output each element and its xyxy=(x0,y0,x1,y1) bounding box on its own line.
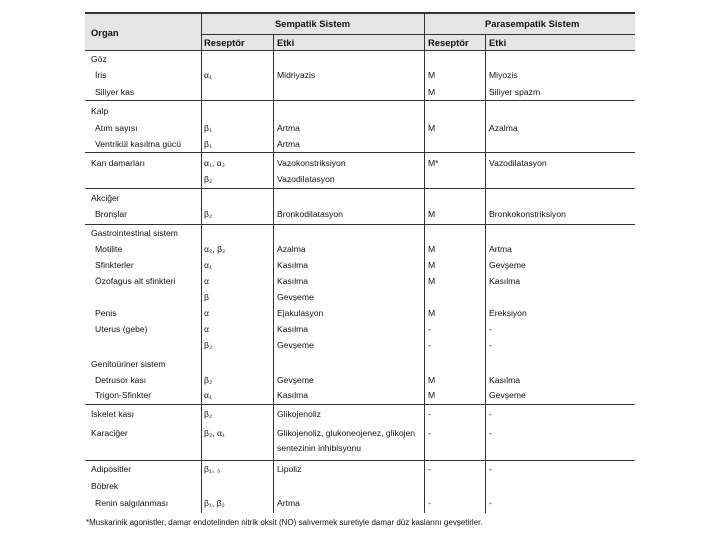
organ-label: İris xyxy=(95,70,107,80)
sympathetic-effect: Glikojenoliz, glukoneojenez, glikojen xyxy=(277,428,416,438)
organ-label: Atım sayısı xyxy=(95,123,138,133)
sympathetic-receptor: β₁, β₂ xyxy=(204,498,225,508)
column-divider xyxy=(485,34,486,513)
sympathetic-receptor: α xyxy=(204,324,209,334)
sympathetic-effect: sentezinin inhibisyonu xyxy=(277,443,362,453)
parasympathetic-effect: Vazodilatasyon xyxy=(489,158,547,168)
sympathetic-effect: Vazokonstriksiyon xyxy=(277,158,346,168)
header-parasympathetic: Parasempatik Sistem xyxy=(485,18,580,29)
sympathetic-effect: Bronkodilatasyon xyxy=(277,209,343,219)
parasympathetic-receptor: M xyxy=(428,260,436,270)
header-bottom-border xyxy=(85,50,635,51)
sympathetic-effect: Artma xyxy=(277,123,300,133)
sympathetic-effect: Kasılma xyxy=(277,260,309,270)
parasympathetic-effect: Bronkokonstriksiyon xyxy=(489,209,566,219)
autonomic-effects-table xyxy=(85,12,635,513)
row-divider xyxy=(85,100,635,101)
sympathetic-receptor: α₁, α₂ xyxy=(204,158,225,168)
sympathetic-effect: Kasılma xyxy=(277,276,309,286)
organ-label: Ventrikül kasılma gücü xyxy=(95,139,181,149)
sympathetic-receptor: β xyxy=(204,292,209,302)
header-sympathetic: Sempatik Sistem xyxy=(275,18,351,29)
parasympathetic-effect: Kasılma xyxy=(489,375,521,385)
parasympathetic-effect: - xyxy=(489,409,492,419)
sympathetic-effect: Kasılma xyxy=(277,324,309,334)
section-label-eye: Göz xyxy=(91,54,107,64)
parasympathetic-receptor: M xyxy=(428,244,436,254)
sympathetic-receptor: β₂, α₁ xyxy=(204,428,225,438)
row-divider xyxy=(85,224,635,225)
organ-label: Bronşlar xyxy=(95,209,127,219)
parasympathetic-receptor: M* xyxy=(428,158,439,168)
sympathetic-effect: Azalma xyxy=(277,244,306,254)
parasympathetic-receptor: - xyxy=(428,498,431,508)
parasympathetic-effect: Miyozis xyxy=(489,70,518,80)
sympathetic-receptor: β₂ xyxy=(204,340,213,350)
organ-label: Motilite xyxy=(95,244,123,254)
column-divider xyxy=(201,12,202,513)
parasympathetic-effect: - xyxy=(489,324,492,334)
parasympathetic-effect: Ereksiyon xyxy=(489,308,527,318)
column-divider xyxy=(424,12,425,513)
sympathetic-effect: Artma xyxy=(277,498,300,508)
parasympathetic-receptor: M xyxy=(428,308,436,318)
organ-label: İskelet kası xyxy=(91,409,134,419)
sympathetic-effect: Artma xyxy=(277,139,300,149)
header-parasympathetic-receptor: Reseptör xyxy=(428,37,469,48)
row-divider xyxy=(85,188,635,189)
sympathetic-effect: Midriyazis xyxy=(277,70,316,80)
header-organ: Organ xyxy=(91,27,119,38)
row-divider xyxy=(85,152,635,153)
organ-label: Karaciğer xyxy=(91,428,128,438)
row-divider xyxy=(85,404,635,405)
table-top-border xyxy=(85,12,635,14)
parasympathetic-effect: Artma xyxy=(489,244,512,254)
sympathetic-receptor: α₁ xyxy=(204,390,212,400)
section-label-gastrointestinal: Gastrointestinal sistem xyxy=(91,228,178,238)
parasympathetic-effect: - xyxy=(489,498,492,508)
section-label-heart: Kalp xyxy=(91,106,109,116)
parasympathetic-effect: Gevşeme xyxy=(489,390,526,400)
organ-label: Kan damarları xyxy=(91,158,145,168)
section-label-genitourinary: Genitoüriner sistem xyxy=(91,359,166,369)
sympathetic-effect: Gevşeme xyxy=(277,375,314,385)
sympathetic-receptor: α xyxy=(204,276,209,286)
parasympathetic-receptor: M xyxy=(428,87,436,97)
sympathetic-receptor: β₁ xyxy=(204,139,212,149)
sympathetic-receptor: β₂ xyxy=(204,375,213,385)
row-divider xyxy=(85,460,635,461)
sympathetic-effect: Lipoliz xyxy=(277,464,302,474)
parasympathetic-effect: Azalma xyxy=(489,123,518,133)
organ-label: Trigon-Sfinkter xyxy=(95,390,152,400)
sympathetic-receptor: β₁ xyxy=(204,123,212,133)
parasympathetic-effect: - xyxy=(489,340,492,350)
parasympathetic-receptor: M xyxy=(428,276,436,286)
sympathetic-receptor: α₂, β₂ xyxy=(204,244,226,254)
organ-label: Penis xyxy=(95,308,117,318)
header-divider xyxy=(201,34,635,35)
organ-label: Sfinkterler xyxy=(95,260,134,270)
header-parasympathetic-effect: Etki xyxy=(489,37,507,48)
sympathetic-receptor: β₂ xyxy=(204,174,213,184)
organ-label: Adipositler xyxy=(91,464,132,474)
column-divider xyxy=(273,34,274,513)
parasympathetic-effect: - xyxy=(489,428,492,438)
section-label-lung: Akciğer xyxy=(91,193,120,203)
sympathetic-effect: Gevşeme xyxy=(277,292,314,302)
footnote: *Muskarinik agonistler, damar endotelinden nitrik oksit (NO) salıvermek suretiyle damar düz kaslarını gevşetirler. xyxy=(86,518,483,527)
organ-label: Uterus (gebe) xyxy=(95,324,148,334)
sympathetic-receptor: α₁ xyxy=(204,260,212,270)
organ-label: Siliyer kas xyxy=(95,87,135,97)
parasympathetic-receptor: - xyxy=(428,428,431,438)
parasympathetic-effect: Siliyer spazm xyxy=(489,87,541,97)
sympathetic-effect: Glikojenoliz xyxy=(277,409,321,419)
parasympathetic-receptor: M xyxy=(428,390,436,400)
organ-label: Özofagus alt sfinkteri xyxy=(95,276,176,286)
parasympathetic-receptor: - xyxy=(428,340,431,350)
header-sympathetic-effect: Etki xyxy=(277,37,295,48)
parasympathetic-receptor: M xyxy=(428,123,436,133)
sympathetic-effect: Gevşeme xyxy=(277,340,314,350)
organ-label: Renin salgılanması xyxy=(95,498,169,508)
sympathetic-receptor: β₂ xyxy=(204,409,213,419)
parasympathetic-effect: - xyxy=(489,464,492,474)
parasympathetic-receptor: - xyxy=(428,324,431,334)
sympathetic-receptor: α₁ xyxy=(204,70,212,80)
parasympathetic-receptor: - xyxy=(428,409,431,419)
parasympathetic-receptor: - xyxy=(428,464,431,474)
sympathetic-effect: Vazodilatasyon xyxy=(277,174,335,184)
sympathetic-receptor: α xyxy=(204,308,209,318)
organ-label: Detrusor kası xyxy=(95,375,147,385)
sympathetic-receptor: β₁, ₃ xyxy=(204,464,221,474)
parasympathetic-effect: Gevşeme xyxy=(489,260,526,270)
header-sympathetic-receptor: Reseptör xyxy=(204,37,245,48)
sympathetic-effect: Ejakulasyon xyxy=(277,308,324,318)
parasympathetic-effect: Kasılma xyxy=(489,276,521,286)
parasympathetic-receptor: M xyxy=(428,70,436,80)
sympathetic-receptor: β₂ xyxy=(204,209,213,219)
parasympathetic-receptor: M xyxy=(428,375,436,385)
sympathetic-effect: Kasılma xyxy=(277,390,309,400)
parasympathetic-receptor: M xyxy=(428,209,436,219)
section-label-kidney: Böbrek xyxy=(91,481,119,491)
